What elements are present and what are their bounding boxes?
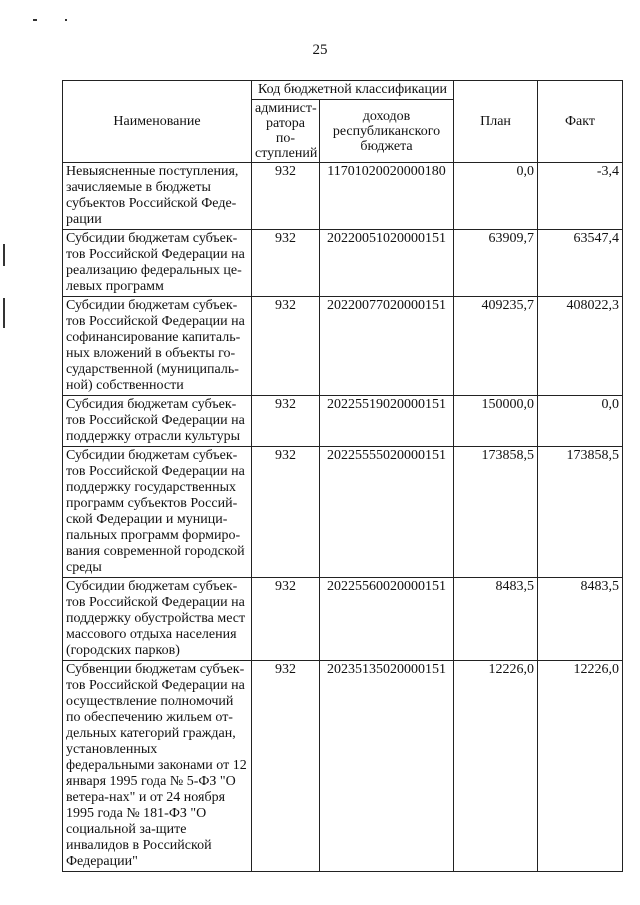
header-plan: План <box>454 81 538 163</box>
row-income-code: 20220051020000151 <box>320 230 454 297</box>
row-fact: 173858,5 <box>538 447 623 578</box>
row-admin-code: 932 <box>252 447 320 578</box>
row-income-code: 20225560020000151 <box>320 578 454 661</box>
scan-mark <box>65 19 67 21</box>
row-plan: 63909,7 <box>454 230 538 297</box>
header-administrator: админист-ратора по-ступлений <box>252 100 320 163</box>
row-plan: 8483,5 <box>454 578 538 661</box>
header-name: Наименование <box>63 81 252 163</box>
row-plan: 173858,5 <box>454 447 538 578</box>
row-name: Субсидии бюджетам субъек-тов Российской Федерации на поддержку государственных программ субъектов Россий-ской Федерации и муници-пальных программ формиро-вания современной городской среды <box>63 447 252 578</box>
row-fact: 408022,3 <box>538 297 623 396</box>
table-row <box>63 230 623 297</box>
table-row <box>63 297 623 396</box>
row-income-code: 20235135020000151 <box>320 661 454 872</box>
header-fact: Факт <box>538 81 623 163</box>
row-admin-code: 932 <box>252 578 320 661</box>
row-name: Субсидия бюджетам субъек-тов Российской Федерации на поддержку отрасли культуры <box>63 396 252 447</box>
header-classification-code: Код бюджетной классификации <box>252 81 454 100</box>
row-admin-code: 932 <box>252 661 320 872</box>
row-fact: 0,0 <box>538 396 623 447</box>
row-income-code: 20225519020000151 <box>320 396 454 447</box>
table-row <box>63 578 623 661</box>
row-fact: 8483,5 <box>538 578 623 661</box>
row-name: Невыясненные поступления, зачисляемые в бюджеты субъектов Российской Феде-рации <box>63 163 252 230</box>
row-income-code: 11701020020000180 <box>320 163 454 230</box>
row-fact: 12226,0 <box>538 661 623 872</box>
page-number: 25 <box>312 42 328 58</box>
table-row <box>63 396 623 447</box>
row-admin-code: 932 <box>252 396 320 447</box>
table-row <box>63 163 623 230</box>
row-plan: 0,0 <box>454 163 538 230</box>
row-income-code: 20225555020000151 <box>320 447 454 578</box>
row-name: Субсидии бюджетам субъек-тов Российской Федерации на софинансирование капиталь-ных вложений в объекты го-сударственной (муниципаль-ной) собственности <box>63 297 252 396</box>
row-name: Субвенции бюджетам субъек-тов Российской Федерации на осуществление полномочий по обеспечению жильем от-дельных категорий граждан, установленных федеральными законами от 12 января 1995 года № 5-ФЗ "О ветера-нах" и от 24 ноября 1995 года № 181-ФЗ "О социальной за-щите инвалидов в Российской Федерации" <box>63 661 252 872</box>
row-plan: 409235,7 <box>454 297 538 396</box>
table-row <box>63 661 623 872</box>
header-income-code: доходов республиканского бюджета <box>320 100 454 163</box>
row-income-code: 20220077020000151 <box>320 297 454 396</box>
row-admin-code: 932 <box>252 163 320 230</box>
row-name: Субсидии бюджетам субъек-тов Российской Федерации на реализацию федеральных це-левых программ <box>63 230 252 297</box>
row-fact: 63547,4 <box>538 230 623 297</box>
row-admin-code: 932 <box>252 230 320 297</box>
scan-mark <box>3 298 5 328</box>
row-admin-code: 932 <box>252 297 320 396</box>
table-row <box>63 447 623 578</box>
scan-mark <box>3 244 5 266</box>
scan-mark <box>33 19 37 21</box>
budget-table <box>62 80 623 872</box>
row-plan: 150000,0 <box>454 396 538 447</box>
row-name: Субсидии бюджетам субъек-тов Российской Федерации на поддержку обустройства мест массового отдыха населения (городских парков) <box>63 578 252 661</box>
row-plan: 12226,0 <box>454 661 538 872</box>
row-fact: -3,4 <box>538 163 623 230</box>
